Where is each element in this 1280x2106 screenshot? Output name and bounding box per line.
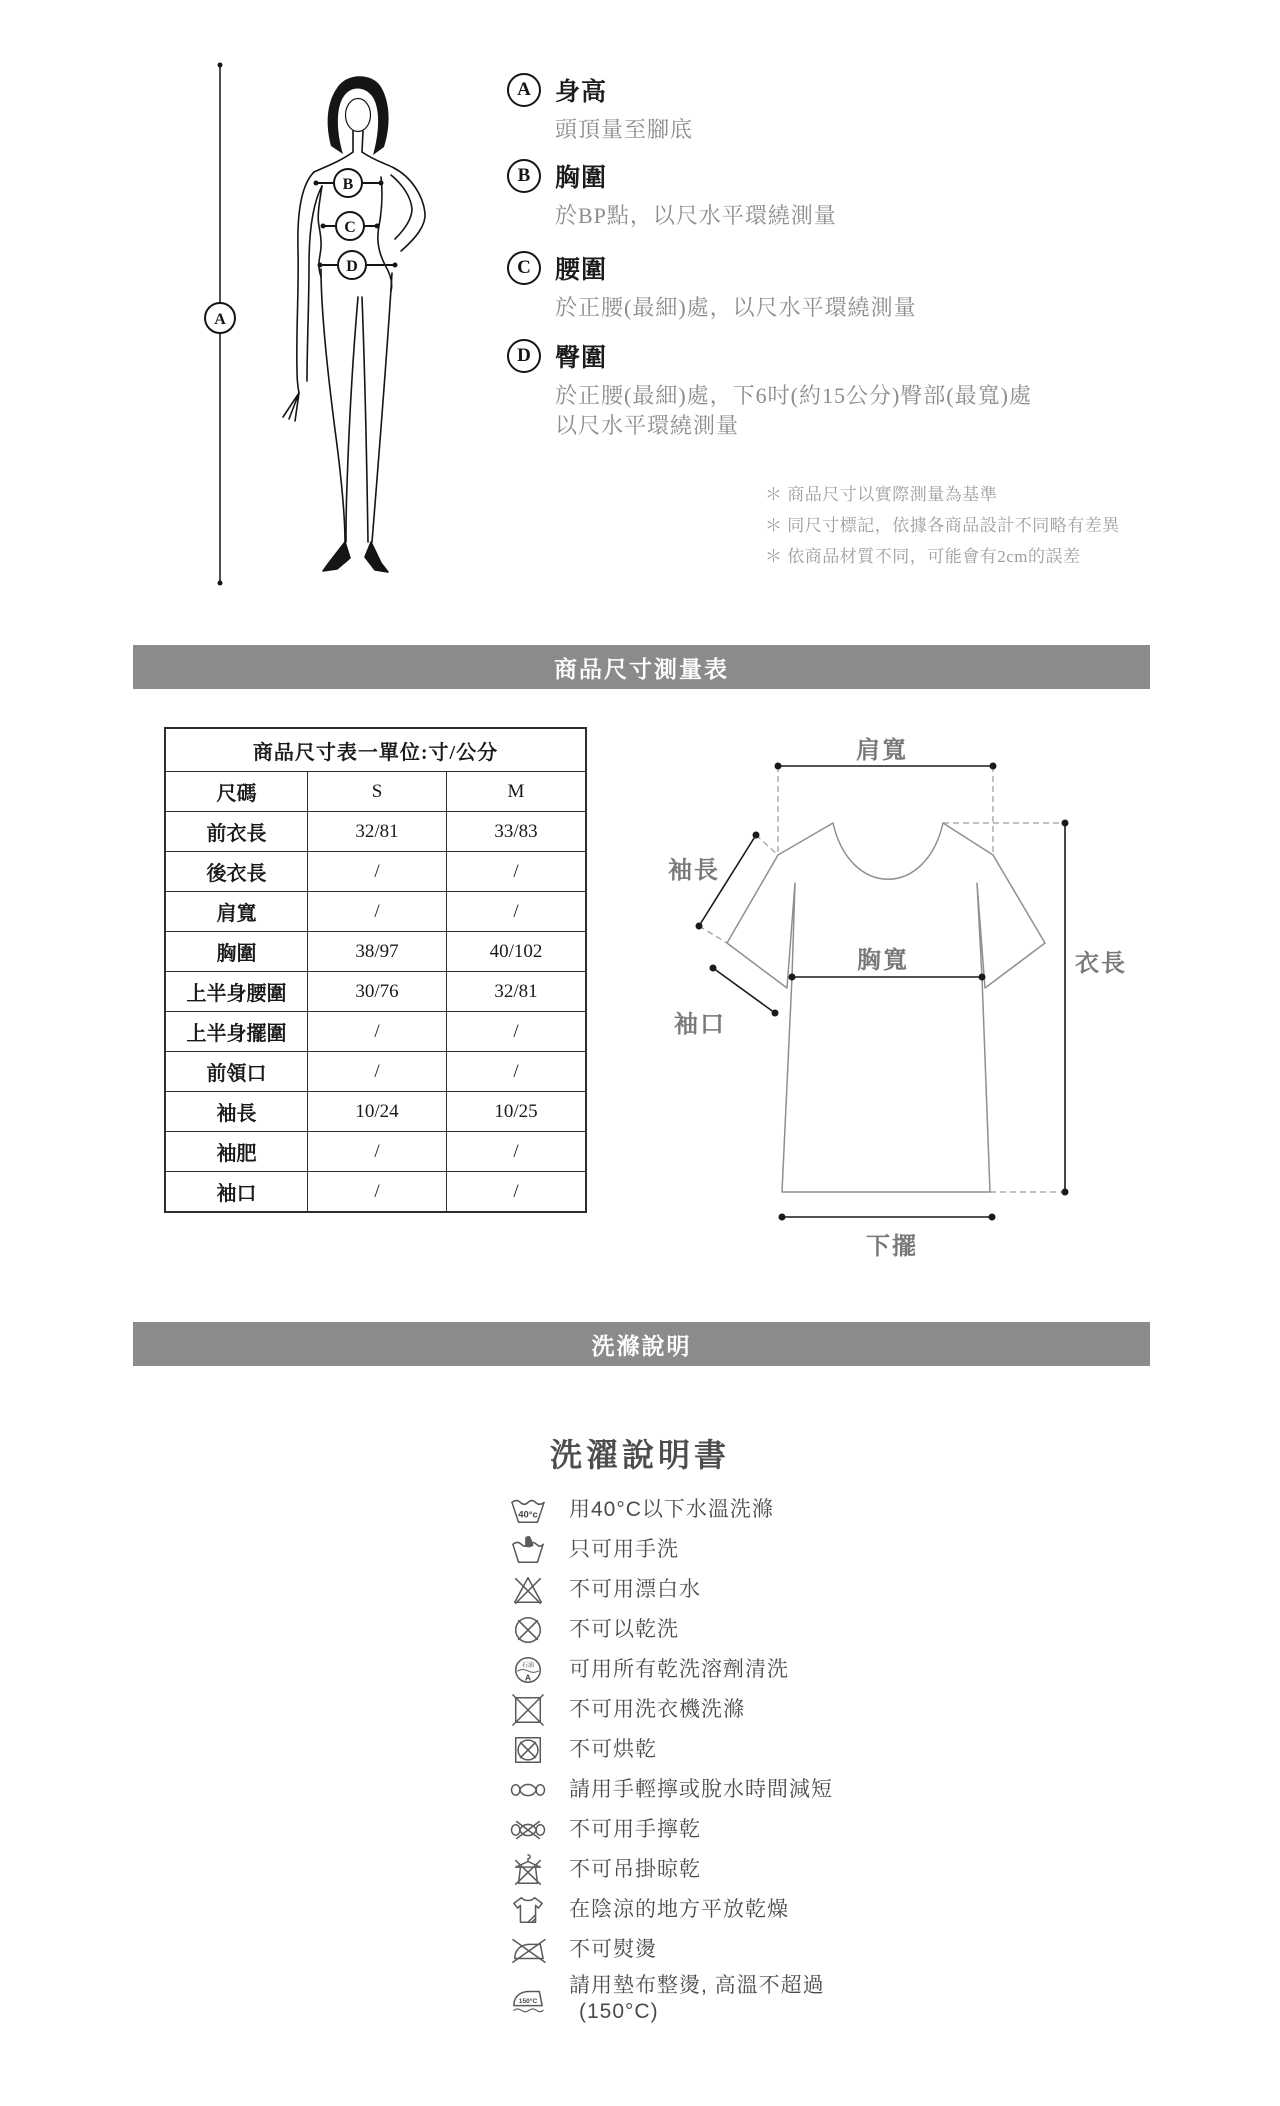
wash-item-label: 不可用洗衣機洗滌: [569, 1698, 745, 1721]
wash-item-label: 不可吊掛晾乾: [569, 1858, 701, 1881]
svg-text:150°C: 150°C: [518, 1997, 538, 2005]
row-value-m: 32/81: [447, 972, 587, 1012]
iron-low-temp-icon: [508, 1982, 552, 2016]
row-label: 袖長: [165, 1092, 308, 1132]
wash-item-label: 不可用手擰乾: [569, 1818, 701, 1841]
row-value-m: 10/25: [447, 1092, 587, 1132]
measurement-notes: [765, 479, 1125, 572]
col-header-s: S: [308, 772, 447, 812]
note-line: ＊ 依商品材質不同，可能會有2cm的誤差: [765, 547, 1081, 566]
wash-item-label: 不可烘乾: [569, 1738, 657, 1761]
sleeve-length-label: 袖長: [668, 858, 720, 884]
col-header-m: M: [447, 772, 587, 812]
definition-title: 身高: [555, 79, 608, 106]
dry-clean-any-solvent-icon: [508, 1653, 552, 1687]
wash-item-label: 可用所有乾洗溶劑清洗: [569, 1658, 789, 1681]
row-value-m: /: [447, 852, 587, 892]
row-label: 袖口: [165, 1172, 308, 1213]
table-row: [165, 1132, 586, 1172]
gentle-wring-icon: [508, 1773, 552, 1807]
definition-height: [507, 72, 1087, 145]
letter-badge-c: C: [507, 251, 541, 285]
wash-item-label: 不可以乾洗: [569, 1618, 679, 1641]
row-value-s: /: [308, 892, 447, 932]
row-label: 肩寬: [165, 892, 308, 932]
row-value-m: /: [447, 1052, 587, 1092]
row-value-s: 10/24: [308, 1092, 447, 1132]
female-croquis-sketch: [283, 76, 425, 572]
letter-badge-d: D: [507, 339, 541, 373]
hand-wash-only-icon: [508, 1533, 552, 1567]
size-table: [164, 727, 587, 1213]
wash-instructions-title: 洗濯說明書: [549, 1437, 730, 1473]
table-title-row: [165, 728, 586, 772]
wash-item-label: 只可用手洗: [569, 1538, 679, 1561]
size-chart-banner-label: 商品尺寸測量表: [554, 656, 729, 682]
wash-item-label: 請用墊布整燙, 高溫不超過 (150°C): [569, 1974, 825, 2023]
wash-item: [508, 1533, 833, 1567]
no-hang-dry-icon: [508, 1853, 552, 1887]
shirt-diagram-drawing: [660, 718, 1150, 1268]
cuff-label: 袖口: [674, 1012, 726, 1038]
wash-item-label-line2: (150°C): [579, 2000, 659, 2023]
row-value-m: /: [447, 1132, 587, 1172]
washing-banner-label: 洗滌說明: [591, 1333, 692, 1359]
no-machine-wash-icon: [508, 1693, 552, 1727]
row-value-s: 30/76: [308, 972, 447, 1012]
wash-item: [508, 1613, 833, 1647]
row-value-m: /: [447, 1012, 587, 1052]
wash-item-label: 請用手輕擰或脫水時間減短: [569, 1778, 833, 1801]
wash-item: [508, 1973, 833, 2025]
row-value-s: 38/97: [308, 932, 447, 972]
row-label: 袖肥: [165, 1132, 308, 1172]
definition-desc: 頭頂量至腳底: [555, 117, 694, 142]
wash-item: [508, 1573, 833, 1607]
table-row: [165, 812, 586, 852]
table-header-row: [165, 772, 586, 812]
wash-item-label: 不可熨燙: [569, 1938, 657, 1961]
definition-waist: [507, 250, 1087, 323]
no-hand-wring-icon: [508, 1813, 552, 1847]
definition-title: 胸圍: [555, 165, 608, 192]
definition-hip: [507, 338, 1087, 441]
garment-length-label: 衣長: [1075, 951, 1127, 977]
size-chart-banner: [133, 645, 1150, 689]
wash-item: [508, 1933, 833, 1967]
definition-desc: 於正腰(最細)處，下6吋(約15公分)臀部(最寬)處: [555, 383, 1032, 408]
row-value-s: /: [308, 1052, 447, 1092]
letter-badge-b: B: [507, 159, 541, 193]
row-label: 前衣長: [165, 812, 308, 852]
marker-letter-c: C: [344, 219, 356, 236]
wash-item: [508, 1733, 833, 1767]
definition-bust: [507, 158, 1087, 231]
wash-item: [508, 1813, 833, 1847]
definition-title: 腰圍: [555, 257, 608, 284]
row-value-m: 33/83: [447, 812, 587, 852]
row-value-s: /: [308, 1012, 447, 1052]
svg-text:A: A: [524, 1672, 532, 1683]
col-header-size: 尺碼: [165, 772, 308, 812]
row-value-s: /: [308, 1132, 447, 1172]
row-value-m: 40/102: [447, 932, 587, 972]
definition-desc: 於BP點，以尺水平環繞測量: [555, 203, 837, 228]
letter-badge-a: A: [507, 73, 541, 107]
flat-dry-in-shade-icon: [508, 1893, 552, 1927]
table-row: [165, 1012, 586, 1052]
row-value-m: /: [447, 1172, 587, 1213]
chest-width-label: 胸寬: [857, 948, 909, 974]
wash-instructions-list: [508, 1493, 833, 2025]
shoulder-width-label: 肩寬: [856, 738, 908, 764]
table-row: [165, 1172, 586, 1213]
table-row: [165, 892, 586, 932]
wash-40c-icon: [508, 1493, 552, 1527]
shirt-measurement-diagram: [660, 718, 1150, 1268]
table-row: [165, 932, 586, 972]
row-label: 後衣長: [165, 852, 308, 892]
definition-desc-line2: 以尺水平環繞測量: [555, 413, 740, 438]
row-value-s: /: [308, 1172, 447, 1213]
note-line: ＊ 同尺寸標記，依據各商品設計不同略有差異: [765, 516, 1120, 535]
row-value-m: /: [447, 892, 587, 932]
row-label: 上半身腰圍: [165, 972, 308, 1012]
marker-circles: [205, 169, 366, 333]
table-row: [165, 1052, 586, 1092]
row-value-s: /: [308, 852, 447, 892]
wash-item: [508, 1853, 833, 1887]
hem-label: 下擺: [866, 1234, 918, 1260]
washing-banner: [133, 1322, 1150, 1366]
no-tumble-dry-icon: [508, 1733, 552, 1767]
marker-letter-b: B: [342, 176, 354, 193]
row-label: 上半身擺圍: [165, 1012, 308, 1052]
table-row: [165, 852, 586, 892]
wash-item: [508, 1493, 833, 1527]
note-line: ＊ 商品尺寸以實際測量為基準: [765, 485, 998, 504]
svg-text:40°c: 40°c: [518, 1509, 538, 1521]
wash-item: [508, 1693, 833, 1727]
no-dry-clean-icon: [508, 1613, 552, 1647]
wash-item-label: 用40°C以下水溫洗滌: [569, 1498, 774, 1521]
marker-letter-d: D: [346, 258, 358, 275]
row-label: 胸圍: [165, 932, 308, 972]
marker-letter-a: A: [214, 311, 226, 328]
wash-item: [508, 1773, 833, 1807]
wash-item: [508, 1653, 833, 1687]
table-row: [165, 1092, 586, 1132]
tshirt-outline: [727, 823, 1045, 1192]
svg-text:石油: 石油: [521, 1662, 535, 1670]
no-iron-icon: [508, 1933, 552, 1967]
row-label: 前領口: [165, 1052, 308, 1092]
table-title-cell: 商品尺寸表一單位:寸/公分: [165, 728, 586, 772]
definition-desc: 於正腰(最細)處，以尺水平環繞測量: [555, 295, 917, 320]
body-figure-illustration: [195, 55, 430, 595]
wash-item-label: 不可用漂白水: [569, 1578, 701, 1601]
wash-item: [508, 1893, 833, 1927]
row-value-s: 32/81: [308, 812, 447, 852]
table-row: [165, 972, 586, 1012]
no-bleach-icon: [508, 1573, 552, 1607]
definition-title: 臀圍: [555, 345, 608, 372]
wash-item-label: 在陰涼的地方平放乾燥: [569, 1898, 789, 1921]
